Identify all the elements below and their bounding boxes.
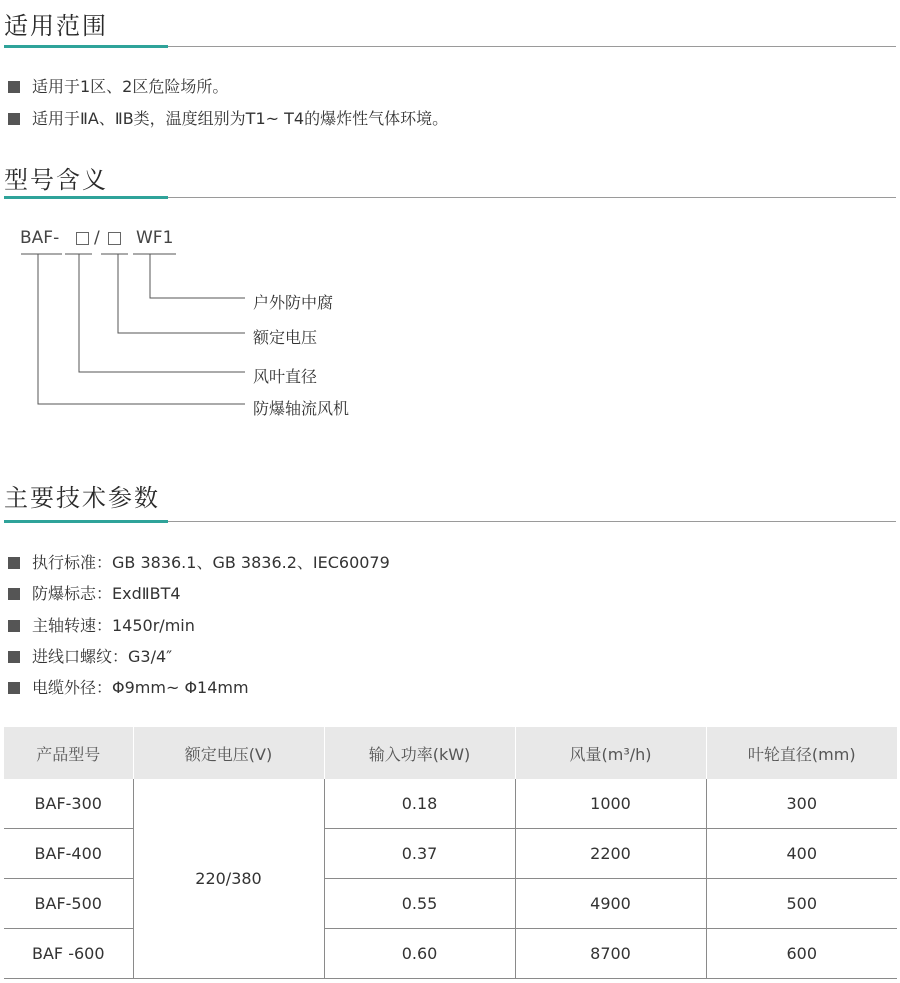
table-row (4, 779, 897, 829)
spec-table (4, 727, 897, 979)
model-code-prefix: BAF- (20, 228, 60, 248)
bullet-square-icon (8, 620, 20, 632)
list-item: 主轴转速：1450r/min (8, 616, 195, 636)
model-code-suffix: WF1 (136, 228, 174, 248)
list-item: 执行标准：GB 3836.1、GB 3836.2、IEC60079 (8, 553, 390, 573)
placeholder-box-icon (76, 232, 89, 245)
section-divider-accent (4, 520, 168, 523)
cell-airflow: 2200 (515, 829, 706, 879)
model-code-connector-lines (0, 246, 260, 446)
cell-airflow: 8700 (515, 929, 706, 979)
cell-model: BAF-400 (4, 829, 133, 879)
column-header-airflow: 风量(m³/h) (515, 727, 706, 779)
list-item: 进线口螺纹：G3/4″ (8, 647, 172, 667)
legend-blade-diameter: 风叶直径 (253, 367, 318, 386)
cell-power: 0.55 (324, 879, 515, 929)
cell-diameter: 300 (706, 779, 897, 829)
section-title-scope: 适用范围 (4, 12, 108, 40)
column-header-model: 产品型号 (4, 727, 133, 779)
column-header-voltage: 额定电压(V) (133, 727, 324, 779)
bullet-square-icon (8, 588, 20, 600)
table-header-row (4, 727, 897, 779)
cell-model: BAF-300 (4, 779, 133, 829)
list-item: 适用于1区、2区危险场所。 (8, 77, 228, 97)
cell-diameter: 500 (706, 879, 897, 929)
cell-power: 0.60 (324, 929, 515, 979)
legend-outdoor-corrosion: 户外防中腐 (253, 293, 334, 312)
section-title-model: 型号含义 (4, 166, 108, 194)
section-divider-accent (4, 196, 168, 199)
list-item: 电缆外径：Φ9mm~ Φ14mm (8, 678, 249, 698)
cell-voltage: 220/380 (133, 779, 324, 979)
column-header-impeller-diameter: 叶轮直径(mm) (706, 727, 897, 779)
cell-diameter: 400 (706, 829, 897, 879)
section-divider-accent (4, 45, 168, 48)
bullet-square-icon (8, 682, 20, 694)
cell-model: BAF-500 (4, 879, 133, 929)
column-header-power: 输入功率(kW) (324, 727, 515, 779)
legend-rated-voltage: 额定电压 (253, 328, 318, 347)
bullet-square-icon (8, 557, 20, 569)
bullet-square-icon (8, 113, 20, 125)
cell-power: 0.18 (324, 779, 515, 829)
list-item: 适用于ⅡA、ⅡB类，温度组别为T1~ T4的爆炸性气体环境。 (8, 109, 448, 129)
list-item: 防爆标志：ExdⅡBT4 (8, 584, 181, 604)
cell-airflow: 4900 (515, 879, 706, 929)
legend-explosion-proof-fan: 防爆轴流风机 (253, 399, 350, 418)
cell-airflow: 1000 (515, 779, 706, 829)
cell-model: BAF -600 (4, 929, 133, 979)
cell-diameter: 600 (706, 929, 897, 979)
model-code-separator: / (94, 228, 100, 248)
cell-power: 0.37 (324, 829, 515, 879)
section-title-params: 主要技术参数 (4, 484, 160, 512)
placeholder-box-icon (108, 232, 121, 245)
bullet-square-icon (8, 651, 20, 663)
bullet-square-icon (8, 81, 20, 93)
